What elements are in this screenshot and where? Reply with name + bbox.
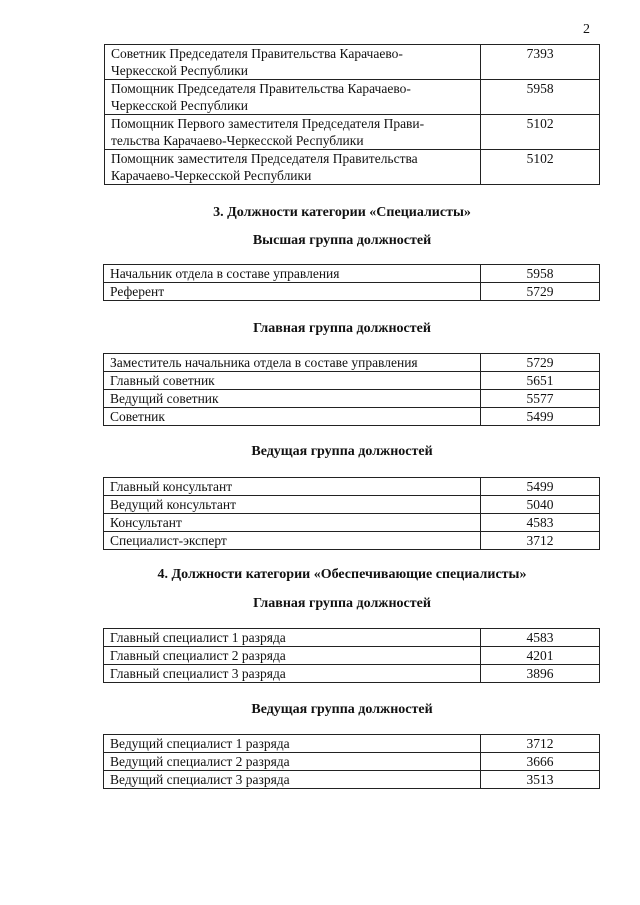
position-name: Главный специалист 2 разряда [104,647,481,665]
salary-value: 5577 [481,390,600,408]
salary-value: 5729 [481,354,600,372]
salary-value: 4583 [481,629,600,647]
position-name: Ведущий специалист 2 разряда [104,753,481,771]
group-title: Высшая группа должностей [252,233,432,248]
salary-value: 5102 [481,150,600,185]
group-title: Ведущая группа должностей [251,444,433,459]
group-title: Главная группа должностей [253,596,431,611]
table-row [105,45,600,80]
table-row [104,496,600,514]
position-name: Советник [104,408,481,426]
positions-table-continued [104,44,600,185]
salary-value: 5499 [481,408,600,426]
table-row [105,150,600,185]
salary-value: 3513 [481,771,600,789]
position-name: Главный специалист 1 разряда [104,629,481,647]
positions-table [103,628,600,683]
page-number: 2 [583,22,590,37]
salary-value: 5040 [481,496,600,514]
salary-value: 3712 [481,532,600,550]
position-name: Ведущий советник [104,390,481,408]
table-row [104,665,600,683]
positions-table [103,264,600,301]
position-name: Ведущий специалист 3 разряда [104,771,481,789]
position-name: Консультант [104,514,481,532]
table-row [104,265,600,283]
group-title: Ведущая группа должностей [251,702,433,717]
position-name: Главный советник [104,372,481,390]
positions-table [103,734,600,789]
salary-value: 3712 [481,735,600,753]
position-name: Заместитель начальника отдела в составе управления [104,354,481,372]
table-row [104,514,600,532]
table-row [104,735,600,753]
positions-table [103,353,600,426]
salary-value: 4583 [481,514,600,532]
salary-value: 5958 [481,265,600,283]
table-row [105,115,600,150]
table-row [104,372,600,390]
table-row [104,408,600,426]
position-name: Советник Председателя Правительства Карачаево- Черкесской Республики [105,45,481,80]
salary-value: 5958 [481,80,600,115]
table-row [104,771,600,789]
table-row [104,647,600,665]
table-row [104,532,600,550]
salary-value: 3666 [481,753,600,771]
position-name: Специалист-эксперт [104,532,481,550]
position-name: Помощник Первого заместителя Председателя Прави- тельства Карачаево-Черкесской Республики [105,115,481,150]
position-name: Помощник заместителя Председателя Правительства Карачаево-Черкесской Республики [105,150,481,185]
table-row [104,478,600,496]
position-name: Референт [104,283,481,301]
table-row [104,354,600,372]
salary-value: 5729 [481,283,600,301]
section-title: 4. Должности категории «Обеспечивающие специалисты» [157,567,527,582]
position-name: Помощник Председателя Правительства Карачаево- Черкесской Республики [105,80,481,115]
position-name: Начальник отдела в составе управления [104,265,481,283]
salary-value: 5651 [481,372,600,390]
group-title: Главная группа должностей [253,321,431,336]
salary-value: 5102 [481,115,600,150]
table-row [104,390,600,408]
position-name: Главный специалист 3 разряда [104,665,481,683]
position-name: Ведущий специалист 1 разряда [104,735,481,753]
salary-value: 7393 [481,45,600,80]
salary-value: 4201 [481,647,600,665]
table-row [104,283,600,301]
positions-table [103,477,600,550]
salary-value: 5499 [481,478,600,496]
salary-value: 3896 [481,665,600,683]
table-row [104,629,600,647]
position-name: Главный консультант [104,478,481,496]
table-row [105,80,600,115]
position-name: Ведущий консультант [104,496,481,514]
section-title: 3. Должности категории «Специалисты» [213,205,471,220]
table-row [104,753,600,771]
